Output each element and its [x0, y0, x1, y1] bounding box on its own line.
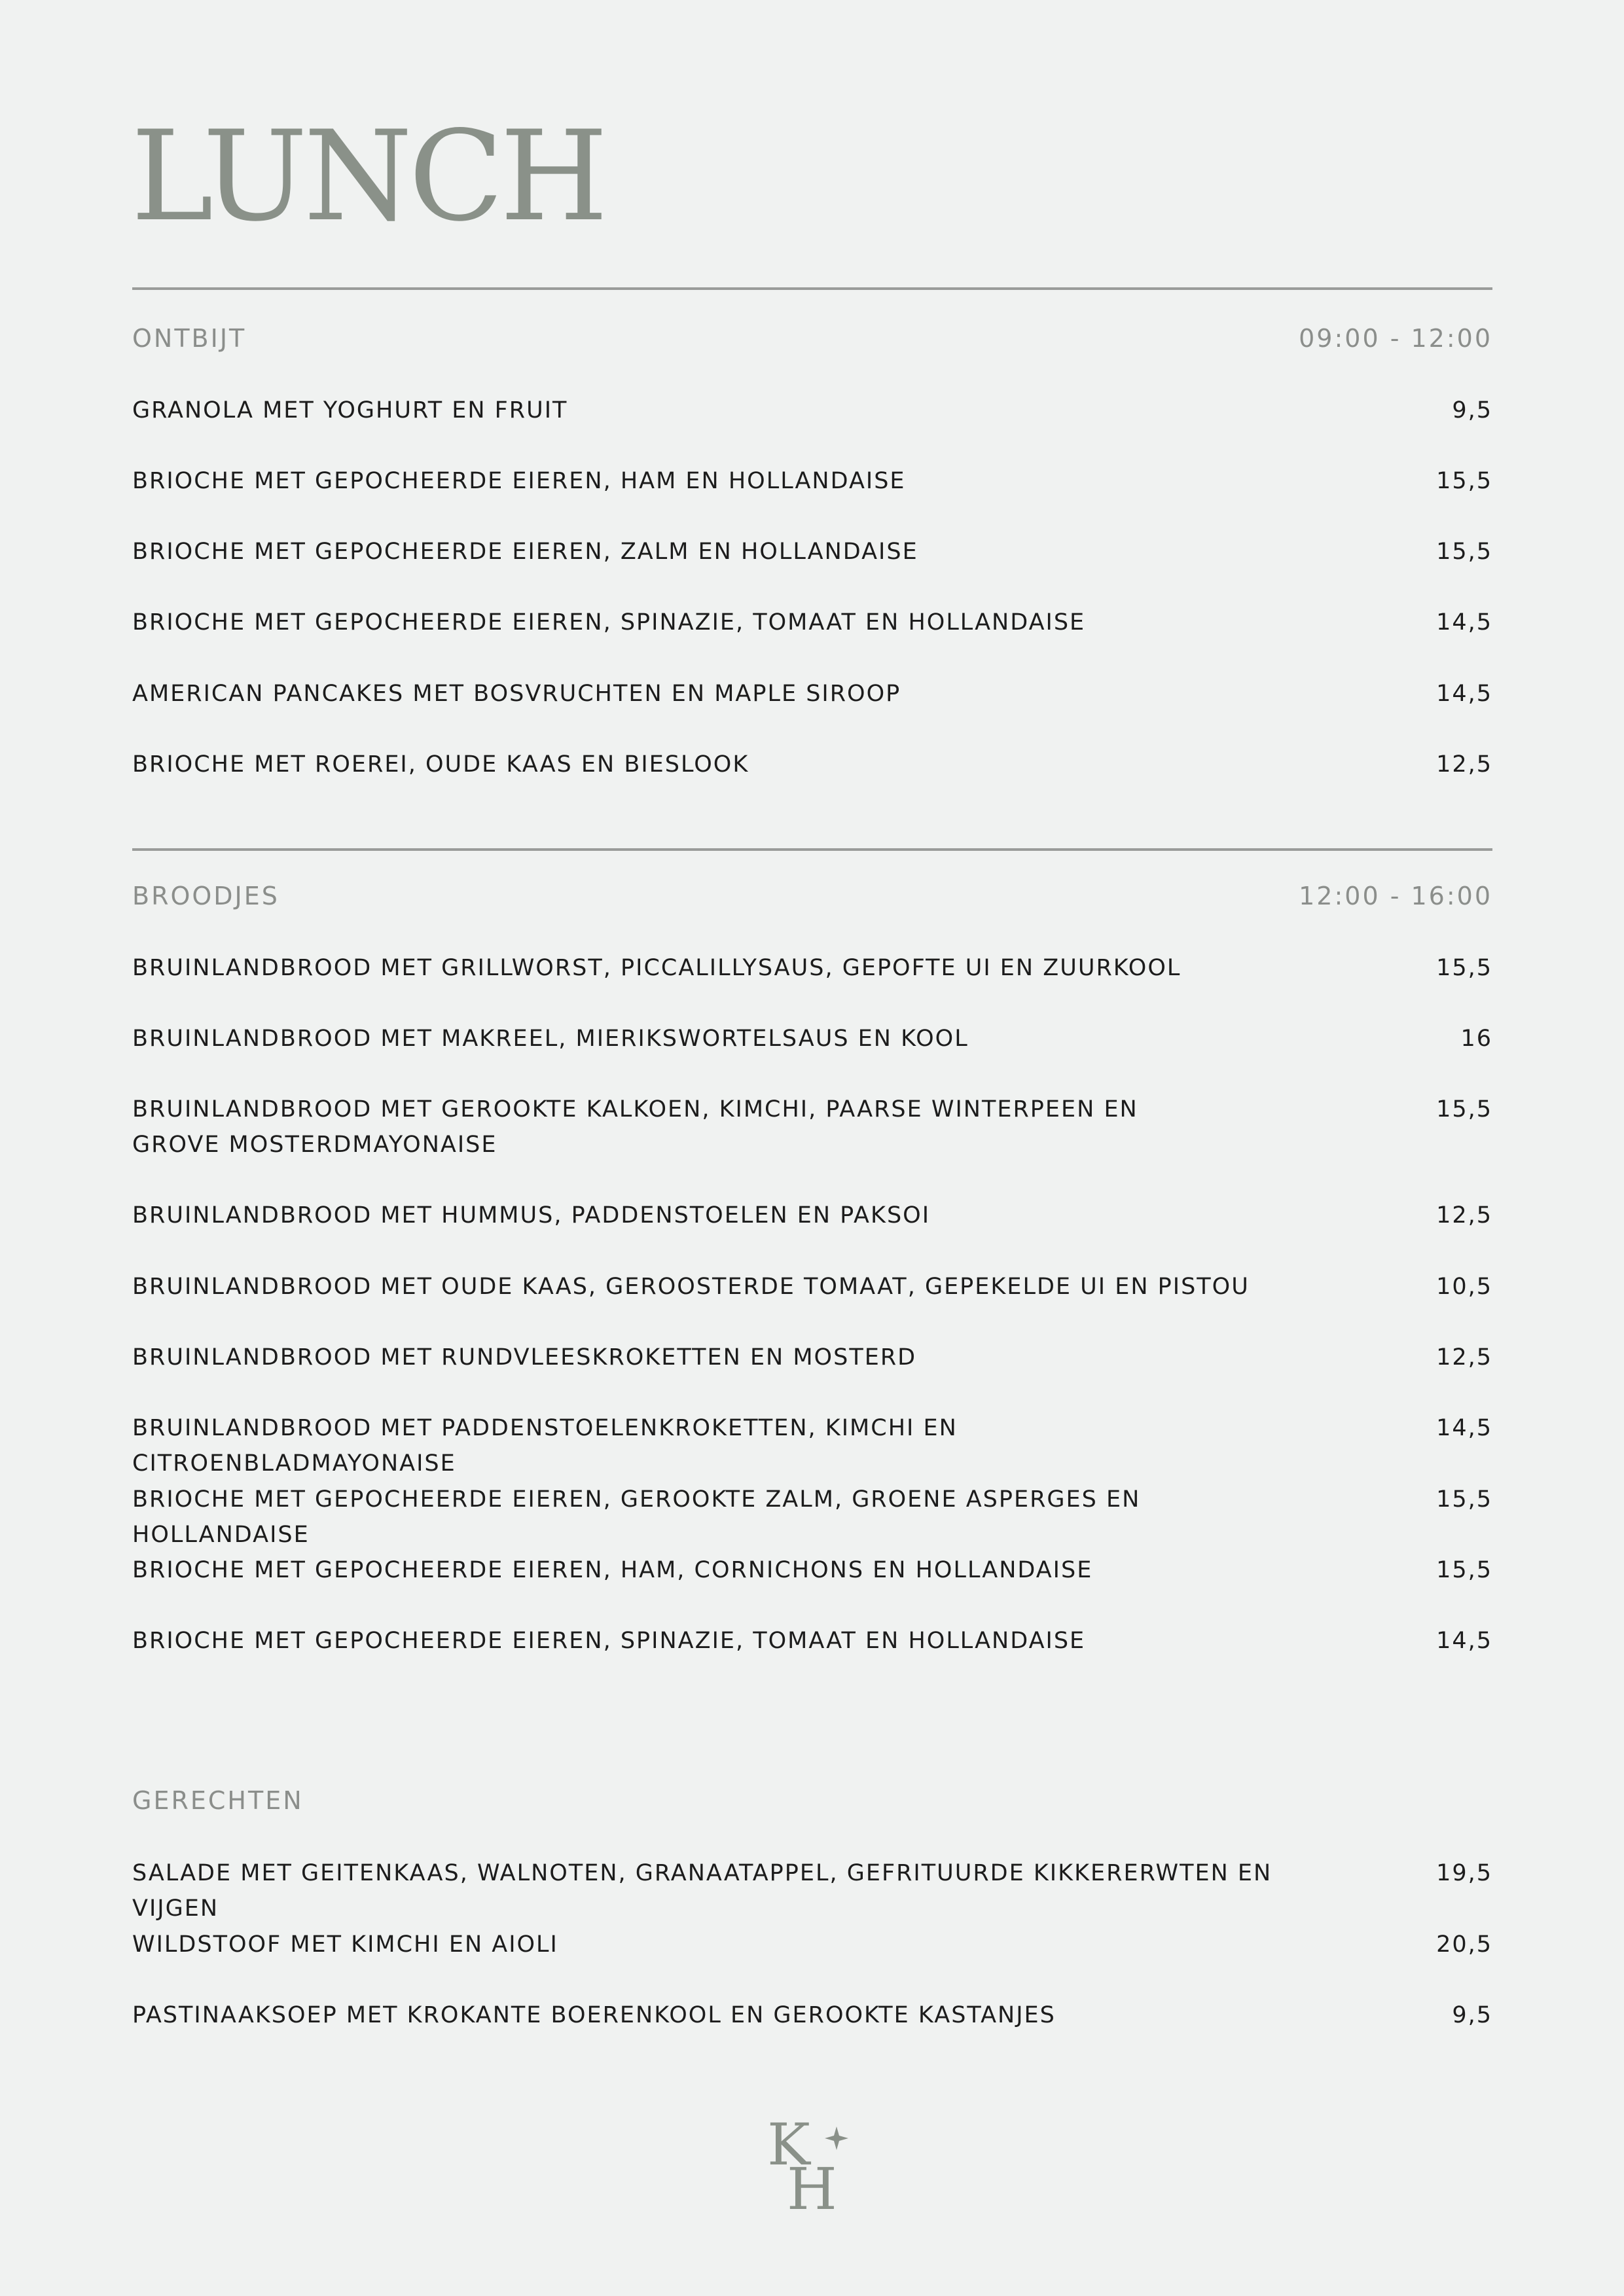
menu-item: [132, 1482, 1492, 1552]
menu-item-name: BRIOCHE MET GEPOCHEERDE EIEREN, GEROOKTE ZALM, GROENE ASPERGES EN HOLLANDAISE: [132, 1486, 1141, 1548]
menu-item: [132, 1340, 1492, 1375]
logo-letter-h: H: [787, 2155, 837, 2215]
menu-item: [132, 950, 1492, 986]
menu-item-price: 10,5: [1436, 1274, 1492, 1300]
menu-item: [132, 1092, 1492, 1162]
menu-item-name: GRANOLA MET YOGHURT EN FRUIT: [132, 397, 568, 423]
menu-item-price: 12,5: [1436, 1202, 1492, 1229]
menu-item: [132, 1198, 1492, 1233]
menu-item-name: BRUINLANDBROOD MET RUNDVLEESKROKETTEN EN MOSTERD: [132, 1344, 917, 1371]
menu-item-name: BRUINLANDBROOD MET OUDE KAAS, GEROOSTERDE TOMAAT, GEPEKELDE UI EN PISTOU: [132, 1274, 1250, 1300]
section-hours: 12:00 - 16:00: [1299, 882, 1492, 910]
menu-item-price: 15,5: [1436, 1486, 1492, 1513]
menu-item: [132, 1269, 1492, 1304]
menu-item: [132, 463, 1492, 499]
menu-item-name: AMERICAN PANCAKES MET BOSVRUCHTEN EN MAPLE SIROOP: [132, 681, 901, 707]
menu-item-price: 12,5: [1436, 1344, 1492, 1371]
section-title: GERECHTEN: [132, 1786, 304, 1815]
menu-item-price: 14,5: [1436, 681, 1492, 707]
section-header-ontbijt: [132, 319, 1492, 358]
menu-item: [132, 1998, 1492, 2033]
menu-item-name: BRIOCHE MET ROEREI, OUDE KAAS EN BIESLOOK: [132, 751, 749, 778]
menu-item-price: 9,5: [1452, 397, 1492, 423]
page-title: LUNCH: [131, 104, 605, 249]
menu-item: [132, 1623, 1492, 1659]
menu-item: [132, 676, 1492, 711]
menu-item-price: 14,5: [1436, 1415, 1492, 1441]
kh-logo: [759, 2111, 864, 2215]
menu-item-name: BRUINLANDBROOD MET GEROOKTE KALKOEN, KIMCHI, PAARSE WINTERPEEN EN GROVE MOSTERDMAYONAISE: [132, 1096, 1138, 1158]
menu-item-price: 14,5: [1436, 1628, 1492, 1654]
menu-item-name: BRUINLANDBROOD MET PADDENSTOELENKROKETTEN, KIMCHI EN CITROENBLADMAYONAISE: [132, 1415, 958, 1477]
menu-item: [132, 1410, 1492, 1481]
menu-item-price: 19,5: [1436, 1860, 1492, 1886]
menu-item: [132, 1021, 1492, 1056]
menu-item: [132, 605, 1492, 640]
menu-item-name: BRIOCHE MET GEPOCHEERDE EIEREN, HAM, CORNICHONS EN HOLLANDAISE: [132, 1557, 1093, 1583]
menu-item-price: 15,5: [1436, 539, 1492, 565]
menu-item-name: SALADE MET GEITENKAAS, WALNOTEN, GRANAATAPPEL, GEFRITUURDE KIKKERERWTEN EN VIJGEN: [132, 1860, 1272, 1922]
section-header-gerechten: [132, 1781, 1492, 1820]
menu-item-name: BRUINLANDBROOD MET HUMMUS, PADDENSTOELEN EN PAKSOI: [132, 1202, 931, 1229]
sparkle-star-icon: [825, 2126, 848, 2150]
menu-item-price: 15,5: [1436, 955, 1492, 981]
menu-item: [132, 1927, 1492, 1962]
menu-item: [132, 393, 1492, 428]
menu-item-name: BRIOCHE MET GEPOCHEERDE EIEREN, HAM EN HOLLANDAISE: [132, 468, 906, 494]
section-divider: [132, 848, 1492, 851]
logo-letter-k: K: [767, 2111, 810, 2178]
section-title: ONTBIJT: [132, 324, 247, 353]
menu-item-name: BRUINLANDBROOD MET MAKREEL, MIERIKSWORTELSAUS EN KOOL: [132, 1026, 969, 1052]
menu-item-price: 12,5: [1436, 751, 1492, 778]
section-divider: [132, 287, 1492, 290]
menu-item-price: 20,5: [1436, 1931, 1492, 1958]
menu-item-name: PASTINAAKSOEP MET KROKANTE BOERENKOOL EN GEROOKTE KASTANJES: [132, 2002, 1056, 2028]
section-header-broodjes: [132, 876, 1492, 916]
menu-item-name: BRIOCHE MET GEPOCHEERDE EIEREN, ZALM EN HOLLANDAISE: [132, 539, 918, 565]
menu-item-name: BRIOCHE MET GEPOCHEERDE EIEREN, SPINAZIE, TOMAAT EN HOLLANDAISE: [132, 609, 1086, 636]
menu-item: [132, 1552, 1492, 1588]
menu-item: [132, 534, 1492, 569]
menu-item-name: WILDSTOOF MET KIMCHI EN AIOLI: [132, 1931, 558, 1958]
menu-item-price: 16: [1460, 1026, 1492, 1052]
menu-item-price: 9,5: [1452, 2002, 1492, 2028]
menu-item-price: 15,5: [1436, 468, 1492, 494]
menu-item-price: 15,5: [1436, 1557, 1492, 1583]
menu-item-price: 14,5: [1436, 609, 1492, 636]
menu-item-price: 15,5: [1436, 1096, 1492, 1122]
section-title: BROODJES: [132, 882, 280, 910]
menu-item-name: BRIOCHE MET GEPOCHEERDE EIEREN, SPINAZIE, TOMAAT EN HOLLANDAISE: [132, 1628, 1086, 1654]
menu-item: [132, 1856, 1492, 1926]
menu-item-name: BRUINLANDBROOD MET GRILLWORST, PICCALILLYSAUS, GEPOFTE UI EN ZUURKOOL: [132, 955, 1182, 981]
section-hours: 09:00 - 12:00: [1299, 324, 1492, 353]
menu-item: [132, 747, 1492, 782]
